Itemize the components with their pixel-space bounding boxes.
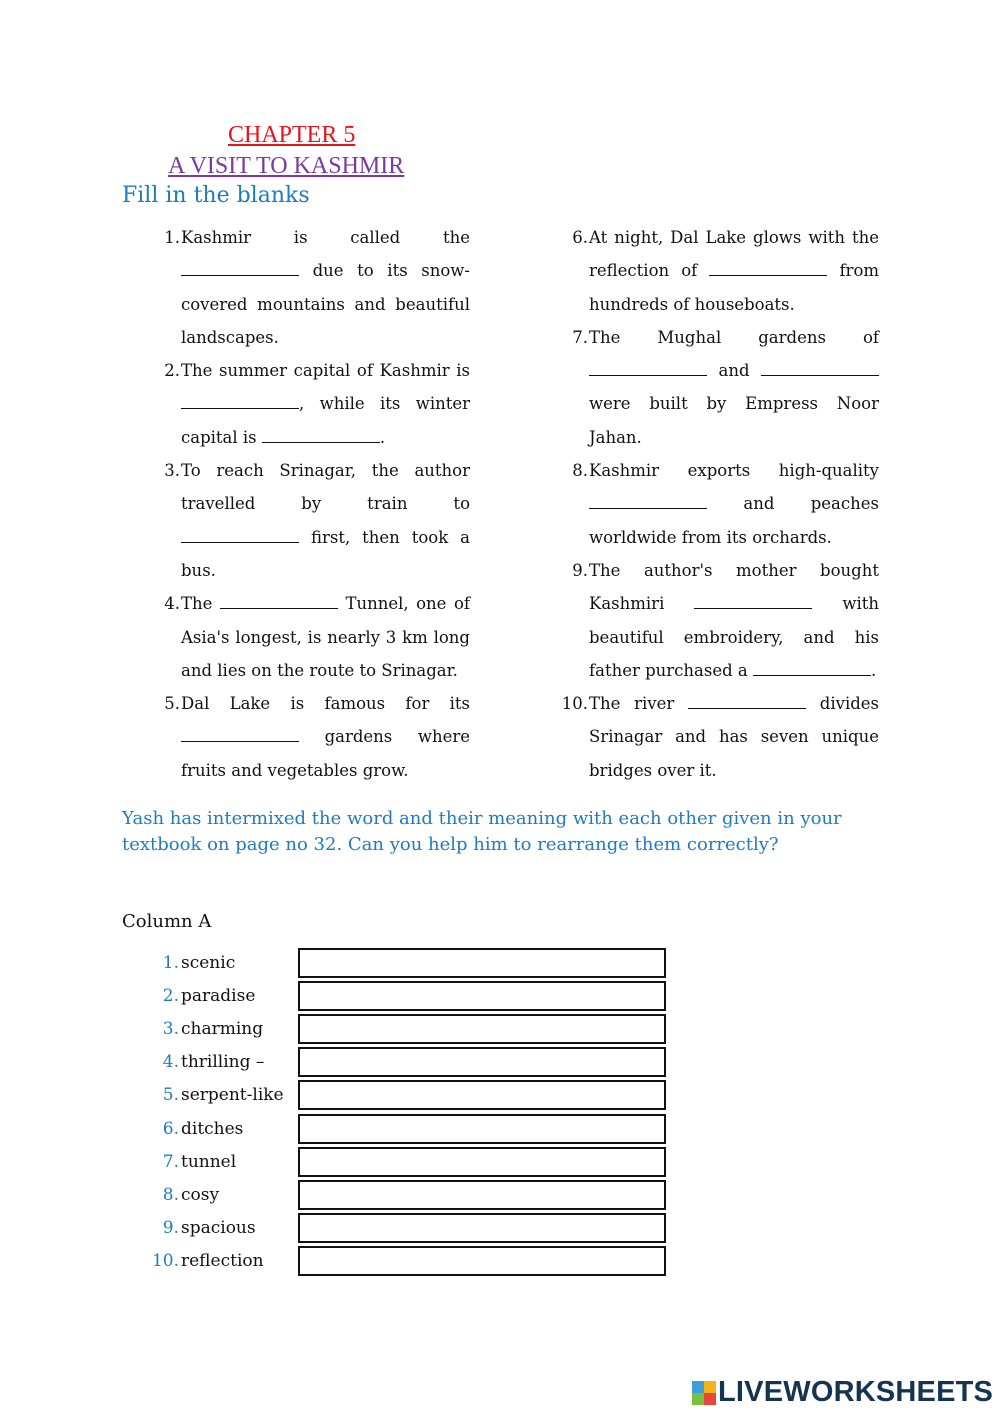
question-10: 10. The river divides Srinagar and has seven unique bridges over it.	[548, 687, 879, 787]
matching-instructions: Yash has intermixed the word and their meaning with each other given in your textbook on page no 32. Can you help him to rearrange them correctly?	[122, 808, 842, 855]
answer-box[interactable]	[298, 1047, 666, 1077]
logo-text: LIVEWORKSHEETS	[718, 1376, 994, 1408]
answer-blank[interactable]	[181, 394, 299, 409]
item-word: ditches	[181, 1118, 244, 1139]
item-number: 8.	[162, 1184, 179, 1205]
list-item	[140, 1112, 666, 1145]
question-2: 2. The summer capital of Kashmir is , while its winter capital is .	[140, 354, 470, 454]
item-word: thrilling –	[181, 1052, 265, 1073]
answer-box[interactable]	[298, 1080, 666, 1110]
question-8: 8. Kashmir exports high-quality and peaches worldwide from its orchards.	[548, 454, 879, 554]
question-7: 7. The Mughal gardens of and were built by Empress Noor Jahan.	[548, 321, 879, 454]
list-item	[140, 979, 666, 1012]
answer-box[interactable]	[298, 1246, 666, 1276]
list-item	[140, 1212, 666, 1245]
item-number: 10.	[151, 1251, 179, 1272]
answer-box[interactable]	[298, 1147, 666, 1177]
item-number: 2.	[162, 985, 179, 1006]
list-item	[140, 1046, 666, 1079]
item-word: reflection	[181, 1251, 264, 1272]
answer-box[interactable]	[298, 1114, 666, 1144]
questions-right-column	[548, 221, 879, 787]
list-item	[140, 946, 666, 979]
item-word: serpent-like	[181, 1085, 284, 1106]
answer-box[interactable]	[298, 1180, 666, 1210]
question-number: 4.	[164, 594, 180, 614]
item-number: 7.	[162, 1151, 179, 1172]
item-number: 1.	[162, 952, 179, 973]
list-item	[140, 1012, 666, 1045]
answer-blank[interactable]	[709, 261, 827, 276]
answer-blank[interactable]	[694, 594, 812, 609]
item-word: paradise	[181, 985, 256, 1006]
answer-blank[interactable]	[262, 428, 380, 443]
list-item	[140, 1178, 666, 1211]
item-number: 5.	[162, 1085, 179, 1106]
answer-blank[interactable]	[761, 361, 879, 376]
answer-box[interactable]	[298, 981, 666, 1011]
question-5: 5. Dal Lake is famous for its gardens where fruits and vegetables grow.	[140, 687, 470, 787]
item-number: 4.	[162, 1052, 179, 1073]
chapter-heading: CHAPTER 5	[228, 122, 356, 148]
liveworksheets-logo-icon	[692, 1381, 716, 1405]
question-number: 6.	[572, 228, 588, 247]
question-3: 3. To reach Srinagar, the author travelled by train to first, then took a bus.	[140, 454, 470, 587]
answer-blank[interactable]	[753, 661, 871, 676]
question-number: 5.	[164, 694, 180, 714]
item-word: cosy	[181, 1184, 220, 1205]
item-number: 9.	[162, 1218, 179, 1239]
column-a-label: Column A	[122, 911, 212, 932]
liveworksheets-logo[interactable]	[692, 1376, 993, 1409]
answer-blank[interactable]	[181, 727, 299, 742]
question-4: 4. The Tunnel, one of Asia's longest, is nearly 3 km long and lies on the route to Srinagar.	[140, 587, 470, 687]
question-number: 7.	[572, 327, 588, 347]
answer-blank[interactable]	[589, 361, 707, 376]
answer-box[interactable]	[298, 1014, 666, 1044]
item-word: charming	[181, 1018, 264, 1039]
page-title: A VISIT TO KASHMIR	[168, 153, 405, 179]
item-number: 6.	[162, 1118, 179, 1139]
question-number: 2.	[164, 361, 180, 381]
question-number: 3.	[164, 461, 180, 481]
list-item	[140, 1145, 666, 1178]
answer-blank[interactable]	[181, 261, 299, 276]
answer-blank[interactable]	[688, 694, 806, 709]
item-word: spacious	[181, 1218, 256, 1239]
question-number: 10.	[561, 694, 588, 714]
answer-box[interactable]	[298, 948, 666, 978]
section-heading: Fill in the blanks	[122, 183, 310, 208]
question-9: 9. The author's mother bought Kashmiri with beautiful embroidery, and his father purchased a .	[548, 554, 879, 687]
answer-blank[interactable]	[589, 494, 707, 509]
list-item	[140, 1079, 666, 1112]
question-number: 1.	[164, 228, 180, 247]
item-number: 3.	[162, 1018, 179, 1039]
question-1: 1. Kashmir is called the due to its snow-covered mountains and beautiful landscapes.	[140, 221, 470, 354]
column-a-list	[140, 946, 666, 1278]
item-word: scenic	[181, 952, 236, 973]
list-item	[140, 1245, 666, 1278]
answer-blank[interactable]	[220, 594, 338, 609]
answer-box[interactable]	[298, 1213, 666, 1243]
questions-left-column	[140, 221, 470, 787]
item-word: tunnel	[181, 1151, 237, 1172]
question-number: 9.	[572, 560, 588, 580]
answer-blank[interactable]	[181, 528, 299, 543]
question-6: 6. At night, Dal Lake glows with the reflection of from hundreds of houseboats.	[548, 221, 879, 321]
question-number: 8.	[572, 461, 588, 481]
